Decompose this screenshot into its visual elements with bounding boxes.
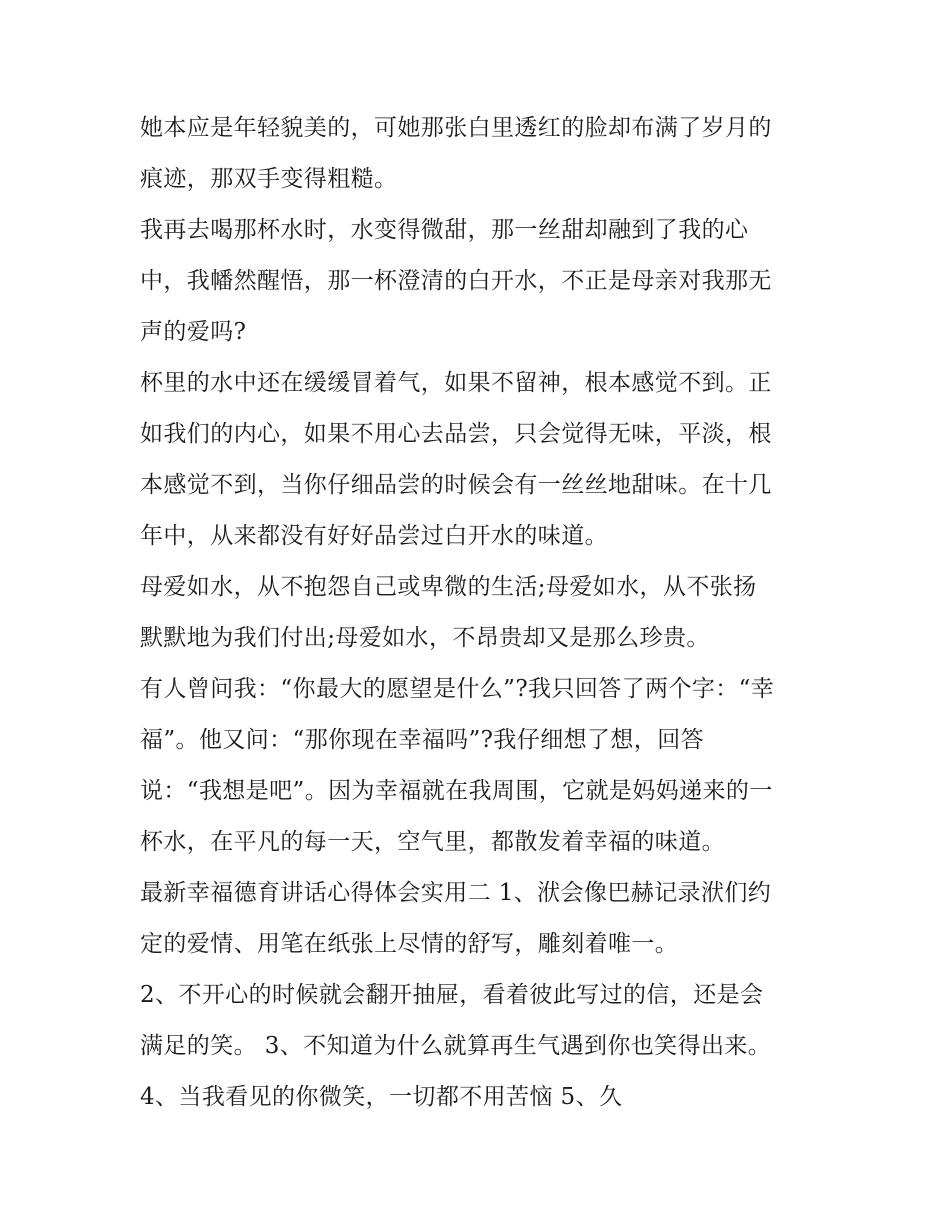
text-line: 中，我幡然醒悟，那一杯澄清的白开水，不正是母亲对我那无 <box>140 268 772 294</box>
text-line: 杯里的水中还在缓缓冒着气，如果不留神，根本感觉不到。正 <box>140 370 772 396</box>
text-line: 我再去喝那杯水时，水变得微甜，那一丝甜却融到了我的心 <box>140 217 749 243</box>
text-line: 母爱如水，从不抱怨自己或卑微的生活;母爱如水，从不张扬 <box>140 574 757 600</box>
text-line: 定的爱情、用笔在纸张上尽情的舒写，雕刻着唯一。 <box>140 931 679 957</box>
text-line: 满足的笑。 3、不知道为什么就算再生气遇到你也笑得出来。 <box>140 1033 772 1059</box>
text-line: 年中，从来都没有好好品尝过白开水的味道。 <box>140 523 608 549</box>
text-line: 4、当我看见的你微笑，一切都不用苦恼 5、久 <box>140 1084 623 1110</box>
text-line: 本感觉不到，当你仔细品尝的时候会有一丝丝地甜味。在十几 <box>140 472 772 498</box>
text-line: 说：“我想是吧”。因为幸福就在我周围，它就是妈妈递来的一 <box>140 778 773 804</box>
text-line: 杯水，在平凡的每一天，空气里，都散发着幸福的味道。 <box>140 829 725 855</box>
text-line: 声的爱吗? <box>140 319 247 345</box>
text-line: 最新幸福德育讲话心得体会实用二 1、洑会像巴赫记录洑们约 <box>140 880 772 906</box>
text-line: 默默地为我们付出;母爱如水，不昂贵却又是那么珍贵。 <box>140 625 710 651</box>
text-line: 有人曾问我：“你最大的愿望是什么”?我只回答了两个字：“幸 <box>140 676 775 702</box>
text-line: 2、不开心的时候就会翻开抽屉，看着彼此写过的信，还是会 <box>140 982 764 1008</box>
text-line: 如我们的内心，如果不用心去品尝，只会觉得无味，平淡，根 <box>140 421 772 447</box>
text-line: 她本应是年轻貌美的，可她那张白里透红的脸却布满了岁月的 <box>140 115 772 141</box>
text-line: 痕迹，那双手变得粗糙。 <box>140 166 398 192</box>
text-line: 福”。他又问：“那你现在幸福吗”?我仔细想了想，回答 <box>140 727 705 753</box>
